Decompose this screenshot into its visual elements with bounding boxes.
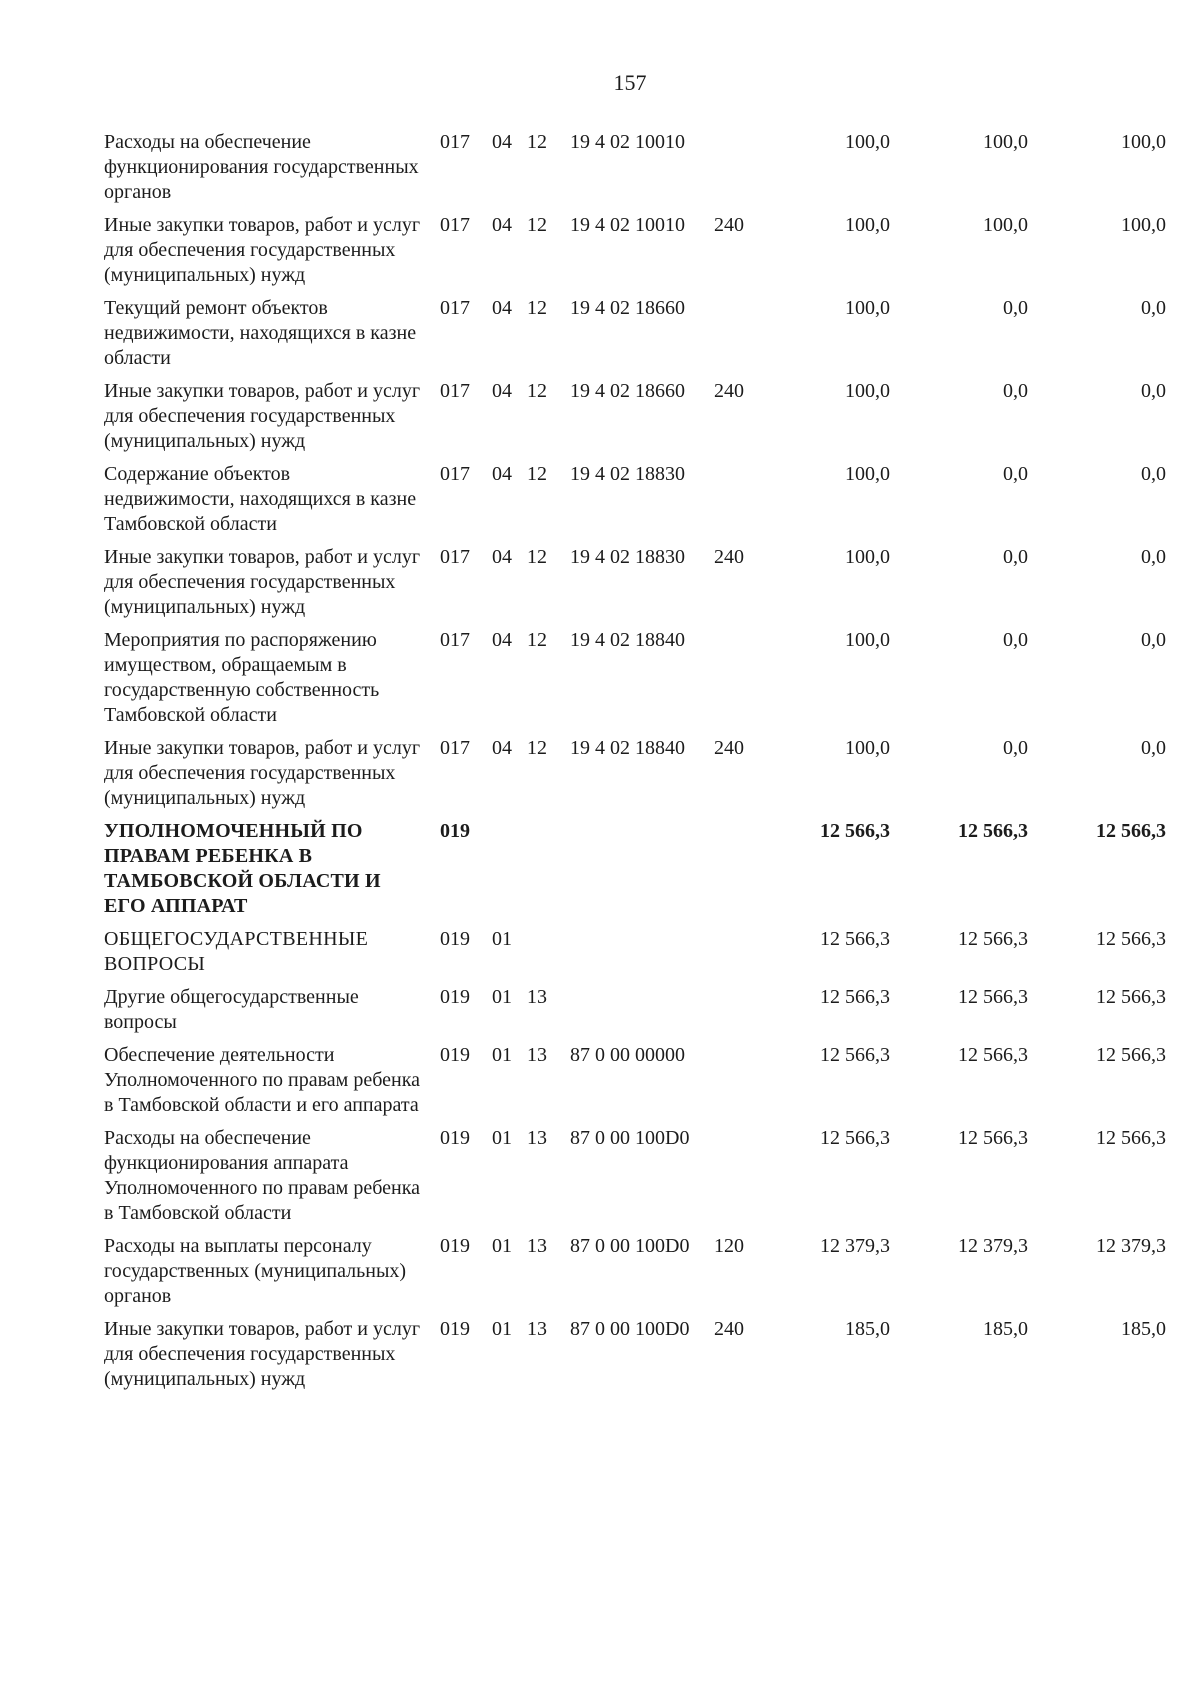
- row-name: Расходы на выплаты персоналу государственных (муниципальных) органов: [104, 1235, 407, 1307]
- subsection-code: 12: [527, 297, 547, 319]
- budget-admin-code: 019: [440, 1318, 470, 1340]
- target-article-code: 19 4 02 18660: [570, 297, 685, 319]
- amount-year-1: 100,0: [845, 463, 890, 485]
- section-code: 04: [492, 297, 512, 319]
- budget-admin-code: 017: [440, 629, 470, 651]
- section-code: 04: [492, 131, 512, 153]
- amount-year-3: 12 379,3: [1096, 1235, 1166, 1257]
- expense-type-code: 240: [714, 737, 744, 759]
- expense-type-code: 120: [714, 1235, 744, 1257]
- row-name: ОБЩЕГОСУДАРСТВЕННЫЕ ВОПРОСЫ: [104, 928, 369, 975]
- target-article-code: 87 0 00 100D0: [570, 1318, 690, 1340]
- subsection-code: 12: [527, 214, 547, 236]
- section-code: 01: [492, 1235, 512, 1257]
- amount-year-1: 12 566,3: [820, 820, 890, 842]
- budget-admin-code: 019: [440, 820, 470, 842]
- amount-year-3: 12 566,3: [1096, 1127, 1166, 1149]
- subsection-code: 13: [527, 1318, 547, 1340]
- subsection-code: 12: [527, 463, 547, 485]
- amount-year-2: 12 566,3: [958, 1127, 1028, 1149]
- budget-admin-code: 019: [440, 928, 470, 950]
- amount-year-1: 100,0: [845, 380, 890, 402]
- budget-admin-code: 017: [440, 737, 470, 759]
- row-name: Текущий ремонт объектов недвижимости, находящихся в казне области: [104, 297, 417, 369]
- budget-admin-code: 019: [440, 1127, 470, 1149]
- amount-year-3: 0,0: [1141, 297, 1166, 319]
- amount-year-2: 12 566,3: [958, 820, 1028, 842]
- amount-year-1: 100,0: [845, 546, 890, 568]
- budget-admin-code: 017: [440, 214, 470, 236]
- expense-type-code: 240: [714, 214, 744, 236]
- row-name: Расходы на обеспечение функционирования государственных органов: [104, 131, 419, 203]
- amount-year-2: 12 566,3: [958, 1044, 1028, 1066]
- table-row: [0, 545, 1200, 620]
- amount-year-1: 12 379,3: [820, 1235, 890, 1257]
- budget-table: [0, 130, 1200, 1400]
- section-code: 04: [492, 214, 512, 236]
- budget-admin-code: 017: [440, 297, 470, 319]
- section-code: 04: [492, 463, 512, 485]
- subsection-code: 12: [527, 737, 547, 759]
- subsection-code: 12: [527, 380, 547, 402]
- amount-year-1: 100,0: [845, 297, 890, 319]
- amount-year-3: 12 566,3: [1096, 986, 1166, 1008]
- table-row: [0, 1234, 1200, 1309]
- amount-year-2: 0,0: [1003, 463, 1028, 485]
- target-article-code: 87 0 00 00000: [570, 1044, 685, 1066]
- subsection-code: 13: [527, 1127, 547, 1149]
- amount-year-3: 100,0: [1121, 214, 1166, 236]
- amount-year-2: 12 566,3: [958, 928, 1028, 950]
- section-code: 04: [492, 629, 512, 651]
- amount-year-1: 100,0: [845, 737, 890, 759]
- table-row: [0, 1043, 1200, 1118]
- row-name: УПОЛНОМОЧЕННЫЙ ПО ПРАВАМ РЕБЕНКА В ТАМБОВСКОЙ ОБЛАСТИ И ЕГО АППАРАТ: [104, 820, 381, 917]
- subsection-code: 13: [527, 986, 547, 1008]
- table-row: [0, 130, 1200, 205]
- amount-year-1: 100,0: [845, 131, 890, 153]
- amount-year-2: 0,0: [1003, 737, 1028, 759]
- table-row: [0, 1126, 1200, 1226]
- amount-year-3: 12 566,3: [1096, 820, 1166, 842]
- subsection-code: 12: [527, 546, 547, 568]
- table-row: [0, 736, 1200, 811]
- target-article-code: 19 4 02 18830: [570, 546, 685, 568]
- budget-admin-code: 019: [440, 1044, 470, 1066]
- amount-year-2: 0,0: [1003, 380, 1028, 402]
- expense-type-code: 240: [714, 546, 744, 568]
- amount-year-3: 0,0: [1141, 546, 1166, 568]
- amount-year-2: 100,0: [983, 131, 1028, 153]
- subsection-code: 13: [527, 1235, 547, 1257]
- table-row: [0, 379, 1200, 454]
- amount-year-3: 0,0: [1141, 737, 1166, 759]
- amount-year-1: 12 566,3: [820, 1044, 890, 1066]
- table-row: [0, 927, 1200, 977]
- budget-admin-code: 017: [440, 380, 470, 402]
- row-name: Содержание объектов недвижимости, находящихся в казне Тамбовской области: [104, 463, 417, 535]
- budget-admin-code: 019: [440, 986, 470, 1008]
- page-number: 157: [613, 70, 647, 95]
- table-row: [0, 985, 1200, 1035]
- target-article-code: 19 4 02 18660: [570, 380, 685, 402]
- row-name: Иные закупки товаров, работ и услуг для обеспечения государственных (муниципальных) нужд: [104, 546, 421, 618]
- amount-year-3: 0,0: [1141, 380, 1166, 402]
- amount-year-1: 12 566,3: [820, 1127, 890, 1149]
- table-row: [0, 296, 1200, 371]
- subsection-code: 12: [527, 629, 547, 651]
- amount-year-1: 100,0: [845, 629, 890, 651]
- amount-year-2: 0,0: [1003, 629, 1028, 651]
- amount-year-3: 0,0: [1141, 463, 1166, 485]
- target-article-code: 87 0 00 100D0: [570, 1235, 690, 1257]
- amount-year-1: 12 566,3: [820, 928, 890, 950]
- budget-admin-code: 017: [440, 546, 470, 568]
- amount-year-3: 12 566,3: [1096, 928, 1166, 950]
- target-article-code: 19 4 02 18830: [570, 463, 685, 485]
- expense-type-code: 240: [714, 380, 744, 402]
- section-code: 04: [492, 380, 512, 402]
- expense-type-code: 240: [714, 1318, 744, 1340]
- table-row: [0, 1317, 1200, 1392]
- amount-year-1: 100,0: [845, 214, 890, 236]
- subsection-code: 13: [527, 1044, 547, 1066]
- row-name: Иные закупки товаров, работ и услуг для обеспечения государственных (муниципальных) нужд: [104, 214, 421, 286]
- amount-year-3: 185,0: [1121, 1318, 1166, 1340]
- amount-year-1: 12 566,3: [820, 986, 890, 1008]
- budget-admin-code: 017: [440, 131, 470, 153]
- table-row: [0, 628, 1200, 728]
- amount-year-2: 0,0: [1003, 546, 1028, 568]
- section-code: 01: [492, 1044, 512, 1066]
- table-row: [0, 213, 1200, 288]
- budget-admin-code: 017: [440, 463, 470, 485]
- section-code: 04: [492, 737, 512, 759]
- amount-year-2: 0,0: [1003, 297, 1028, 319]
- subsection-code: 12: [527, 131, 547, 153]
- row-name: Мероприятия по распоряжению имуществом, обращаемым в государственную собственность Тамбовской области: [104, 629, 380, 726]
- table-row: [0, 819, 1200, 919]
- row-name: Иные закупки товаров, работ и услуг для обеспечения государственных (муниципальных) нужд: [104, 737, 421, 809]
- amount-year-3: 0,0: [1141, 629, 1166, 651]
- target-article-code: 19 4 02 10010: [570, 214, 685, 236]
- amount-year-2: 100,0: [983, 214, 1028, 236]
- target-article-code: 87 0 00 100D0: [570, 1127, 690, 1149]
- target-article-code: 19 4 02 18840: [570, 629, 685, 651]
- amount-year-3: 100,0: [1121, 131, 1166, 153]
- row-name: Обеспечение деятельности Уполномоченного по правам ребенка в Тамбовской области и его аппарата: [104, 1044, 420, 1116]
- target-article-code: 19 4 02 10010: [570, 131, 685, 153]
- row-name: Иные закупки товаров, работ и услуг для обеспечения государственных (муниципальных) нужд: [104, 380, 421, 452]
- section-code: 01: [492, 986, 512, 1008]
- budget-admin-code: 019: [440, 1235, 470, 1257]
- target-article-code: 19 4 02 18840: [570, 737, 685, 759]
- row-name: Расходы на обеспечение функционирования аппарата Уполномоченного по правам ребенка в Тамбовской области: [104, 1127, 420, 1224]
- amount-year-1: 185,0: [845, 1318, 890, 1340]
- section-code: 01: [492, 1127, 512, 1149]
- section-code: 01: [492, 928, 512, 950]
- amount-year-2: 12 379,3: [958, 1235, 1028, 1257]
- section-code: 01: [492, 1318, 512, 1340]
- row-name: Иные закупки товаров, работ и услуг для обеспечения государственных (муниципальных) нужд: [104, 1318, 421, 1390]
- table-row: [0, 462, 1200, 537]
- amount-year-2: 185,0: [983, 1318, 1028, 1340]
- amount-year-3: 12 566,3: [1096, 1044, 1166, 1066]
- section-code: 04: [492, 546, 512, 568]
- amount-year-2: 12 566,3: [958, 986, 1028, 1008]
- row-name: Другие общегосударственные вопросы: [104, 986, 359, 1033]
